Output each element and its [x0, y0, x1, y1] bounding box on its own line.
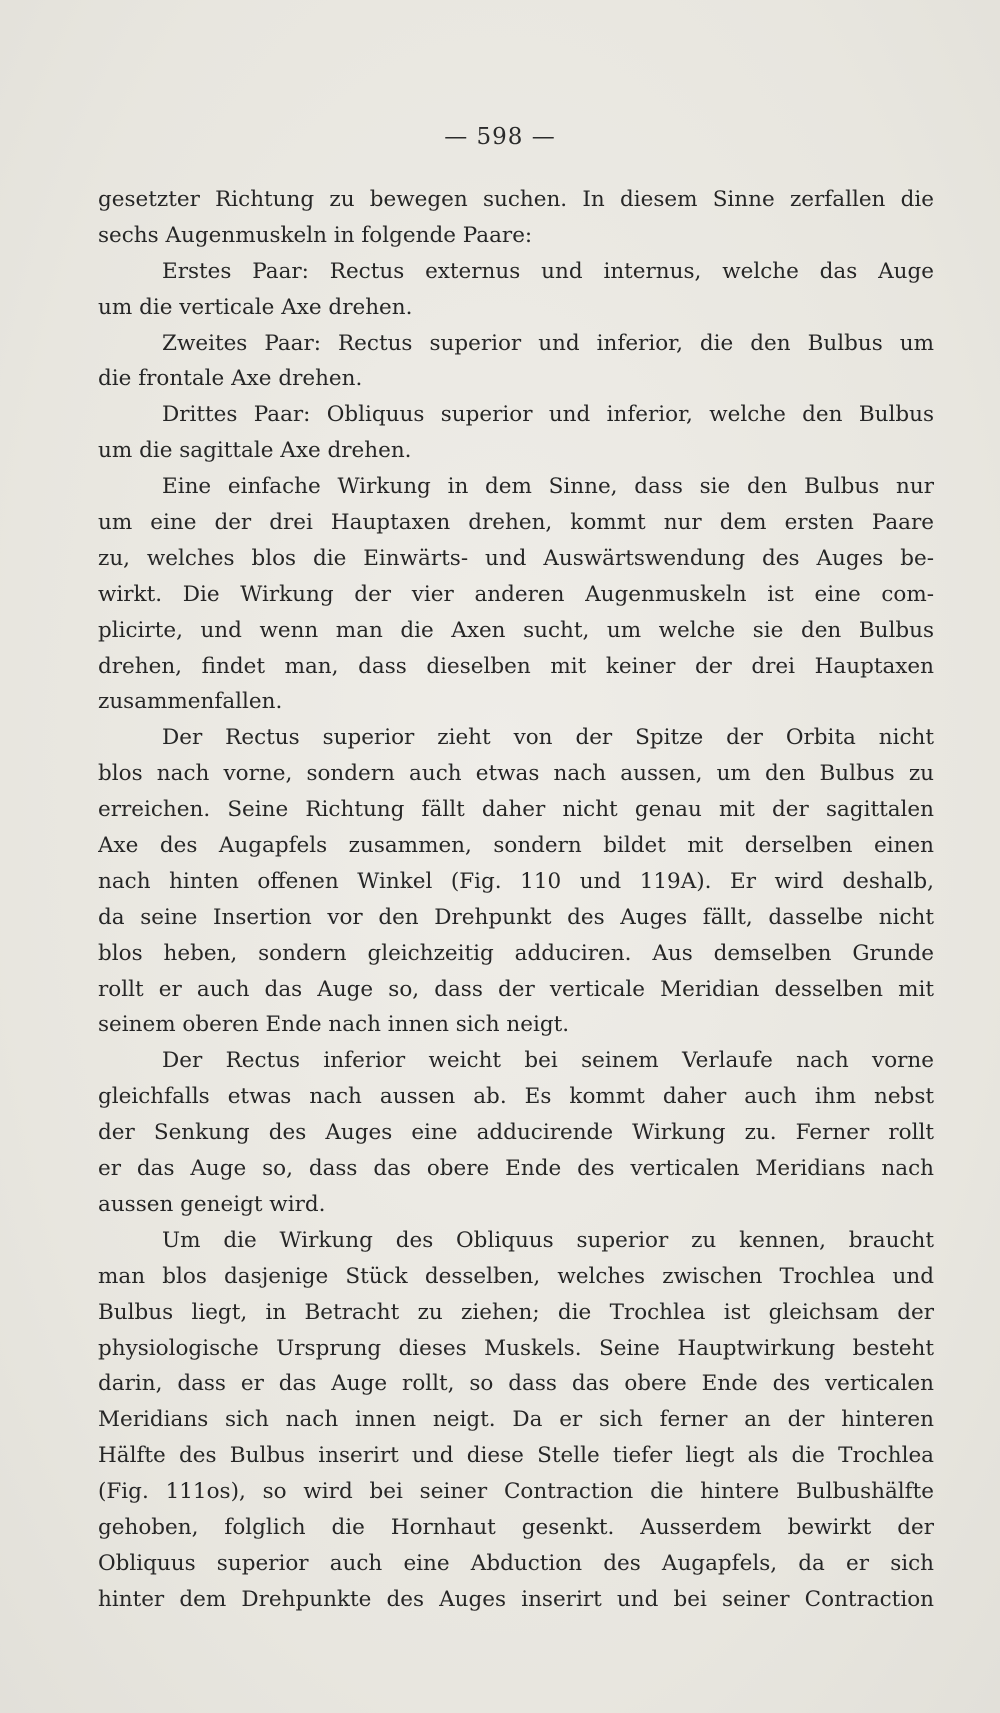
text-line: plicirte, und wenn man die Axen sucht, um welche sie den Bulbus	[98, 617, 934, 643]
text-line: seinem oberen Ende nach innen sich neigt.	[98, 1012, 570, 1038]
text-line: zu, welches blos die Einwärts- und Auswärtswendung des Auges be-	[98, 545, 934, 571]
text-line: Axe des Augapfels zusammen, sondern bildet mit derselben einen	[98, 833, 934, 859]
text-line: Meridians sich nach innen neigt. Da er sich ferner an der hinteren	[98, 1407, 934, 1433]
text-line: drehen, findet man, dass dieselben mit keiner der drei Hauptaxen	[98, 653, 934, 679]
text-line: der Senkung des Auges eine adducirende Wirkung zu. Ferner rollt	[98, 1120, 934, 1146]
text-line: man blos dasjenige Stück desselben, welches zwischen Trochlea und	[98, 1263, 934, 1289]
text-line: physiologische Ursprung dieses Muskels. Seine Hauptwirkung besteht	[98, 1335, 934, 1361]
text-line: darin, dass er das Auge rollt, so dass das obere Ende des verticalen	[98, 1371, 934, 1397]
text-line: Drittes Paar: Obliquus superior und inferior, welche den Bulbus	[162, 402, 934, 428]
text-line: Eine einfache Wirkung in dem Sinne, dass sie den Bulbus nur	[162, 474, 934, 500]
text-line: Hälfte des Bulbus inserirt und diese Stelle tiefer liegt als die Trochlea	[98, 1443, 934, 1469]
text-line: zusammenfallen.	[98, 689, 283, 715]
text-line: um eine der drei Hauptaxen drehen, kommt nur dem ersten Paare	[98, 510, 934, 536]
text-line: die frontale Axe drehen.	[98, 366, 363, 392]
text-line: Der Rectus inferior weicht bei seinem Verlaufe nach vorne	[162, 1048, 934, 1074]
text-line: (Fig. 111os), so wird bei seiner Contraction die hintere Bulbushälfte	[98, 1479, 934, 1505]
body-text	[98, 182, 934, 1618]
text-line: Erstes Paar: Rectus externus und internus, welche das Auge	[162, 258, 934, 284]
text-line: gesetzter Richtung zu bewegen suchen. In diesem Sinne zerfallen die	[98, 187, 934, 212]
text-line: rollt er auch das Auge so, dass der verticale Meridian desselben mit	[98, 976, 934, 1002]
text-line: hinter dem Drehpunkte des Auges inserirt und bei seiner Contraction	[98, 1586, 934, 1612]
text-line: Der Rectus superior zieht von der Spitze der Orbita nicht	[162, 725, 934, 751]
text-line: sechs Augenmuskeln in folgende Paare:	[98, 222, 533, 248]
text-line: blos heben, sondern gleichzeitig adduciren. Aus demselben Grunde	[98, 940, 934, 966]
text-line: er das Auge so, dass das obere Ende des verticalen Meridians nach	[98, 1156, 934, 1182]
text-line: Um die Wirkung des Obliquus superior zu kennen, braucht	[162, 1227, 934, 1253]
text-line: blos nach vorne, sondern auch etwas nach aussen, um den Bulbus zu	[98, 761, 934, 787]
text-line: Obliquus superior auch eine Abduction des Augapfels, da er sich	[98, 1550, 934, 1576]
text-line: wirkt. Die Wirkung der vier anderen Augenmuskeln ist eine com-	[98, 581, 934, 607]
text-line: aussen geneigt wird.	[98, 1191, 326, 1217]
text-line: gleichfalls etwas nach aussen ab. Es kommt daher auch ihm nebst	[98, 1084, 934, 1110]
text-line: Bulbus liegt, in Betracht zu ziehen; die Trochlea ist gleichsam der	[98, 1299, 934, 1325]
text-line: um die sagittale Axe drehen.	[98, 438, 412, 464]
text-line: nach hinten offenen Winkel (Fig. 110 und 119A). Er wird deshalb,	[98, 868, 934, 894]
text-line: erreichen. Seine Richtung fällt daher nicht genau mit der sagittalen	[98, 797, 934, 823]
text-line: um die verticale Axe drehen.	[98, 294, 413, 320]
text-line: da seine Insertion vor den Drehpunkt des Auges fällt, dasselbe nicht	[98, 904, 934, 930]
text-line: gehoben, folglich die Hornhaut gesenkt. Ausserdem bewirkt der	[98, 1514, 934, 1540]
text-line: Zweites Paar: Rectus superior und inferior, die den Bulbus um	[162, 330, 934, 356]
page-number: — 598 —	[444, 124, 556, 150]
